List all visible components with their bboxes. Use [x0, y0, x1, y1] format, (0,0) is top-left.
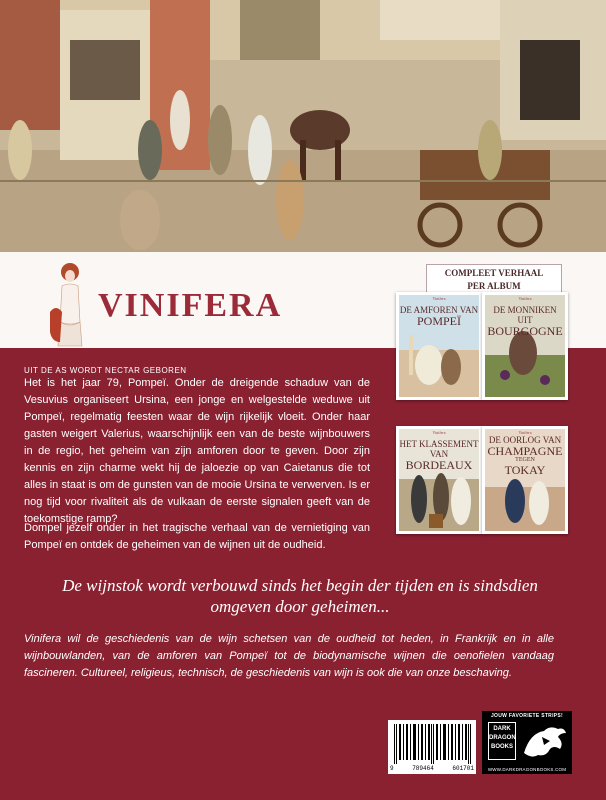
blurb-heading: UIT DE AS WORDT NECTAR GEBOREN [24, 366, 187, 375]
barcode-bars-icon [388, 722, 476, 766]
album-title-line: CHAMPAGNE [487, 444, 563, 458]
album-brand: Vinifera [518, 430, 532, 435]
barcode-digit-group: 9 [390, 765, 394, 772]
publisher-tagline: JOUW FAVORIETE STRIPS! [490, 713, 564, 719]
album-brand: Vinifera [432, 430, 446, 435]
album-title-line: TEGEN [515, 457, 535, 463]
album-cover-2[interactable] [482, 292, 568, 400]
album-title [399, 305, 479, 327]
album-title-line: POMPEÏ [416, 314, 461, 328]
blurb-paragraph: Dompel jezelf onder in het tragische verhaal van de vernietiging van Pompeï en ontdek de geheimen van de wijnen uit de oudheid. [24, 522, 370, 551]
album-title-line: BORDEAUX [405, 458, 473, 472]
barcode-digit-group: 601701 [452, 765, 474, 772]
publisher-name-line: BOOKS [490, 744, 513, 750]
blurb-paragraph: Het is het jaar 79, Pompeï. Onder de dreigende schaduw van de Vesuvius organiseert Ursina, een jonge en welgestelde weduwe uit Pompeï, regelmatig feesten waar de wijn rijkelijk vloeit. Onder haar gasten weigert Valerius, waarschijnlijk een van de beste wijnbouwers in de regio, het geheim van zijn amforen door te geven. Door zijn kennis en zijn charme wekt hij de jaloezie op van Caietanus die tot alles in staat is om de gunsten van de mooie Ursina te verwerven. Is er nog tijd voor rivaliteit als de vulkaan de eerste signalen geeft van de toekomstige ramp? [24, 377, 370, 525]
venus-logo-icon [44, 262, 94, 348]
series-description: Vinifera wil de geschiedenis van de wijn schetsen van de oudheid tot heden, in Frankrijk en in alle wijnbouwlanden, van de amforen van Pompeï tot de biodynamische wijnen die oenofielen vandaag fascineren. Cultureel, religieus, technisch, de geschiedenis van wijn is ook die van onze beschaving. [24, 633, 554, 679]
album-cover-4[interactable] [482, 426, 568, 534]
album-brand: Vinifera [518, 296, 532, 301]
album-title-line: TOKAY [504, 463, 546, 477]
publisher-name [488, 722, 516, 760]
tagline-quote: De wijnstok wordt verbouwd sinds het begin der tijden en is sindsdien omgeven door geheimen... [62, 576, 538, 616]
album-brand: Vinifera [432, 296, 446, 301]
album-title [485, 435, 565, 476]
publisher-logo [482, 711, 572, 774]
album-title-line: DE OORLOG VAN [488, 435, 562, 445]
series-label-line1: COMPLEET VERHAAL [444, 268, 544, 278]
series-label [426, 264, 562, 294]
brand-title: VINIFERA [98, 287, 283, 324]
album-cover-1[interactable] [396, 292, 482, 400]
dragon-icon [520, 723, 568, 761]
album-title [399, 439, 479, 471]
series-label-line2: PER ALBUM [467, 281, 521, 291]
album-title-line: BOURGOGNE [487, 324, 563, 338]
album-title-line: DE MONNIKEN UIT [493, 305, 557, 325]
album-cover-3[interactable] [396, 426, 482, 534]
publisher-name-line: DARK [493, 726, 511, 732]
barcode-digits [390, 765, 474, 772]
barcode [388, 720, 476, 774]
barcode-digit-group: 789464 [412, 765, 434, 772]
album-title [485, 305, 565, 337]
cover-illustration [0, 0, 606, 252]
publisher-name-line: DRAGON [489, 735, 516, 741]
publisher-url: WWW.DARKDRAGONBOOKS.COM [487, 767, 567, 772]
album-title-line: HET KLASSEMENT VAN [399, 439, 479, 459]
album-title-line: DE AMFOREN VAN [399, 305, 479, 315]
